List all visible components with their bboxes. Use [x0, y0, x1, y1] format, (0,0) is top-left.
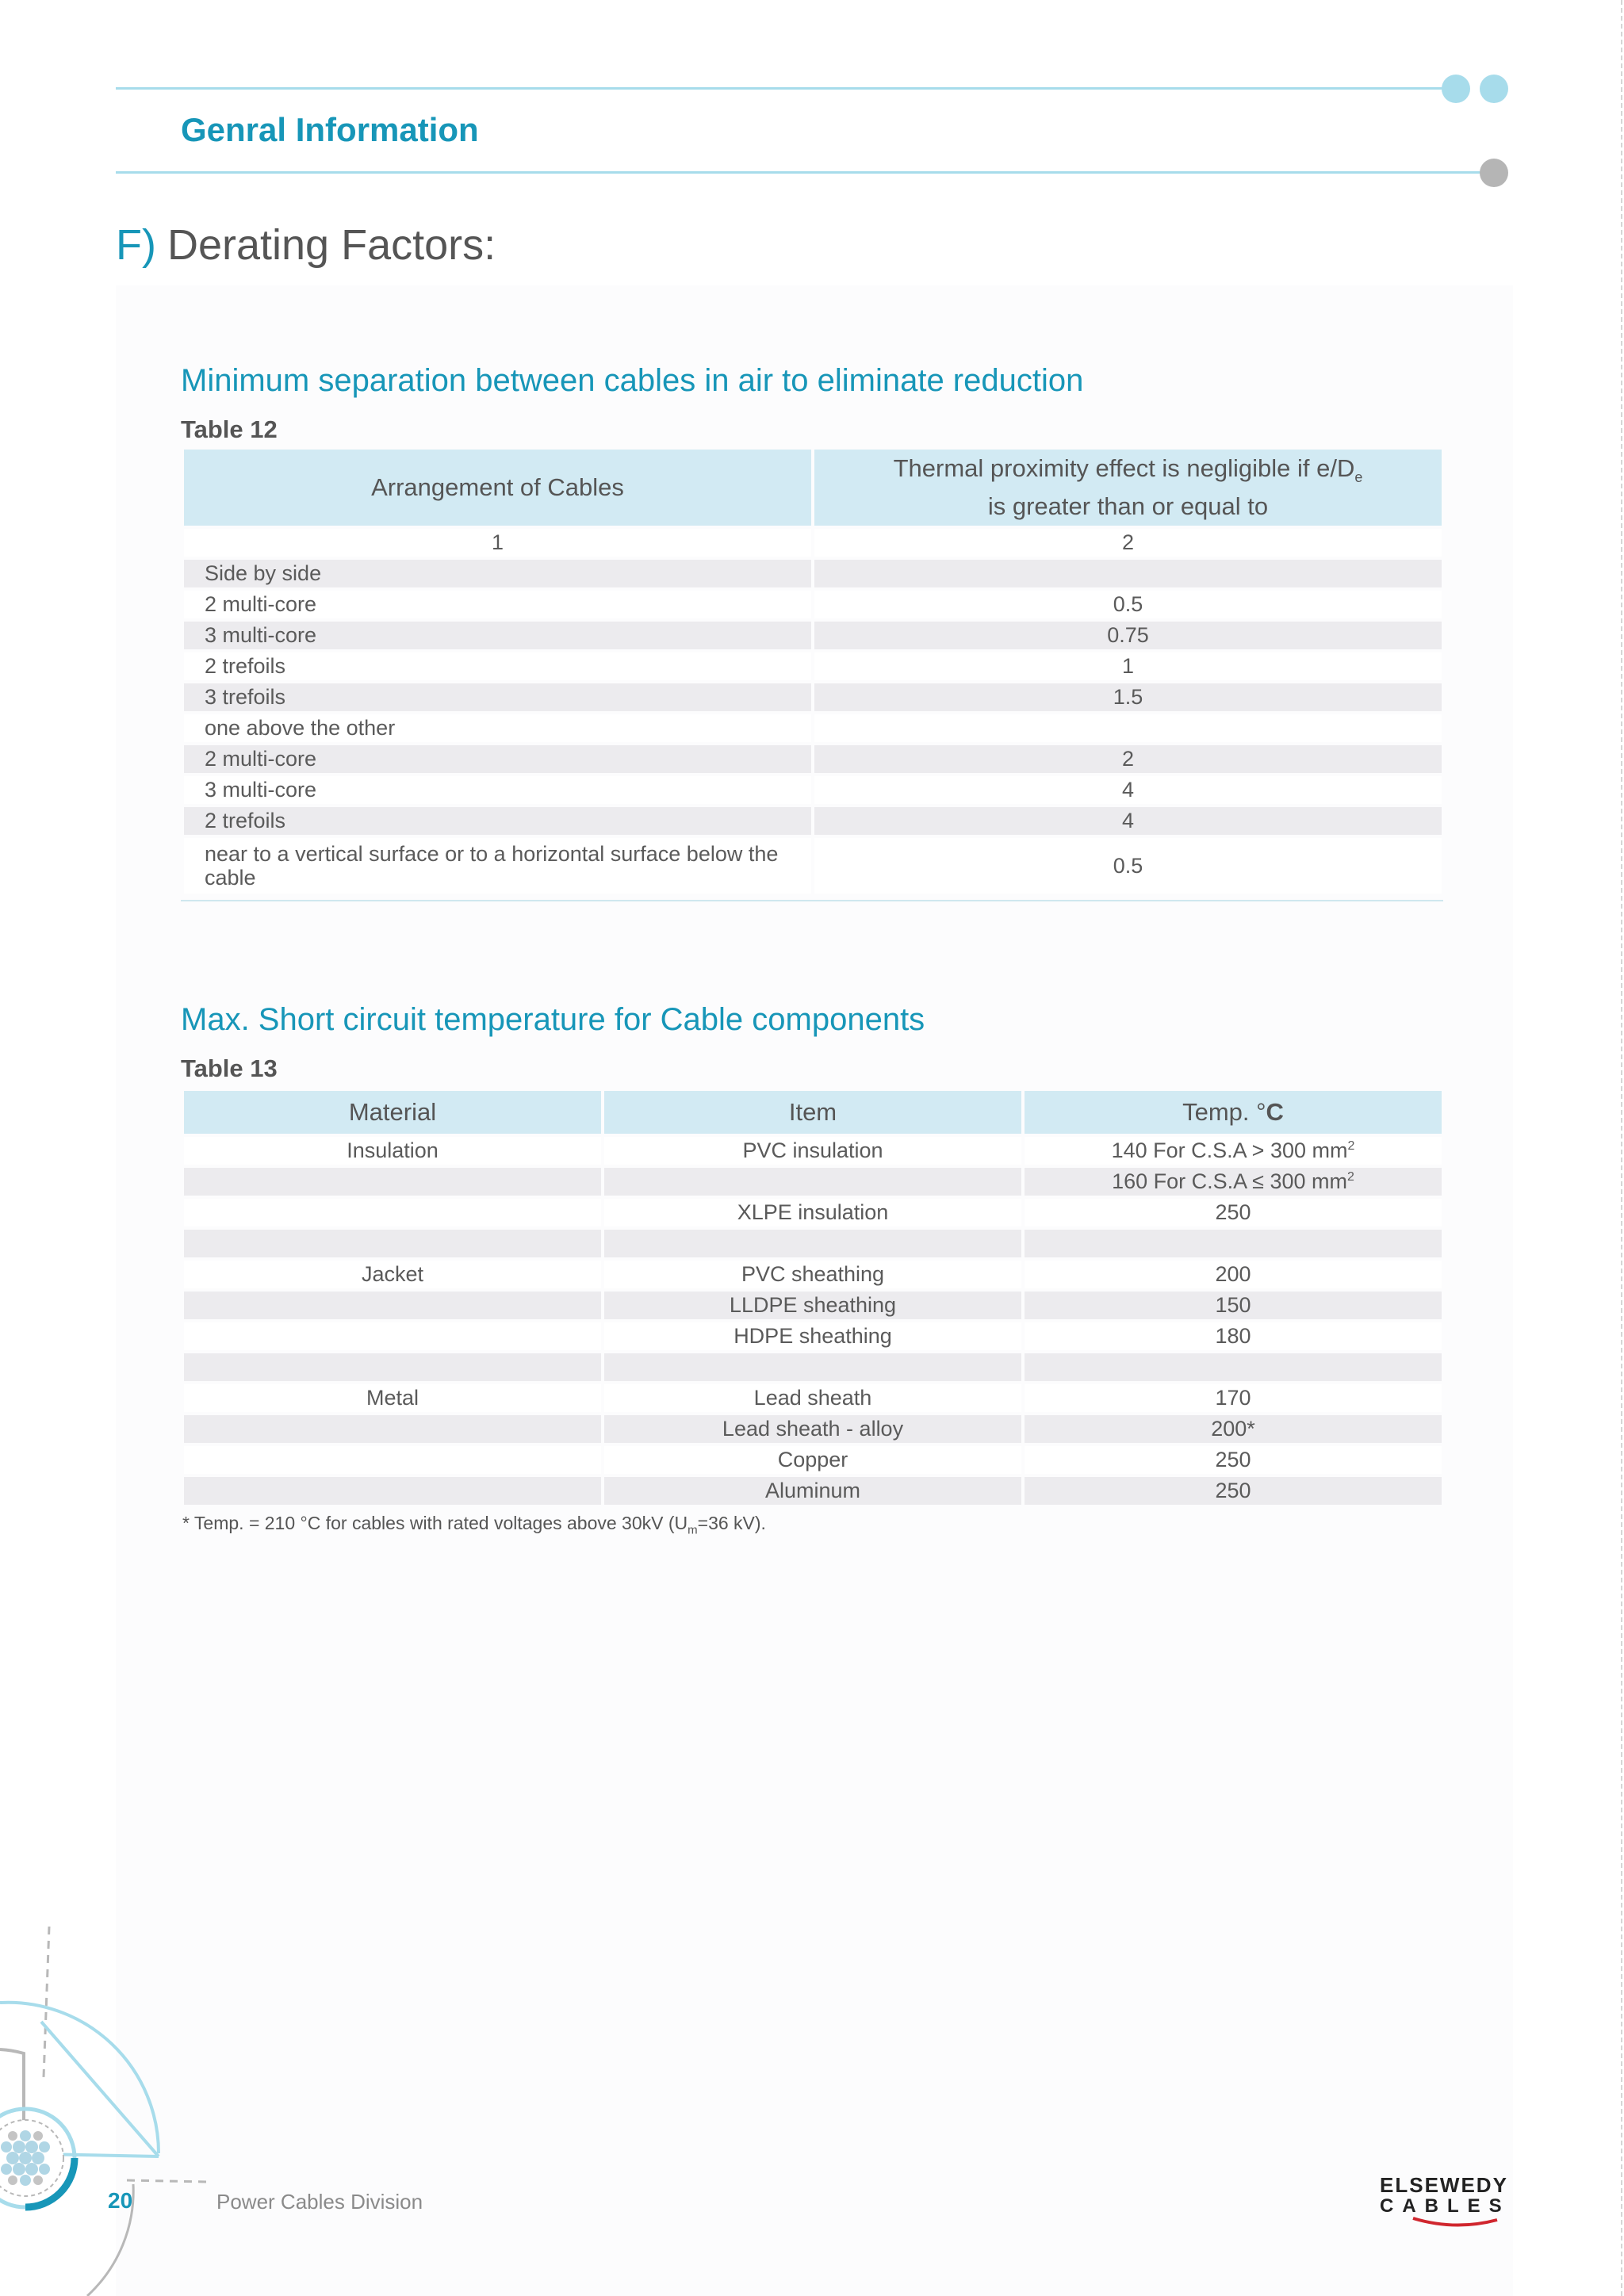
table13-cell-item: PVC insulation [604, 1137, 1021, 1165]
table12-col-proximity-line1: Thermal proximity effect is negligible if e/D [893, 454, 1355, 483]
table13-cell-temp: 180 [1025, 1322, 1442, 1350]
logo-swoosh-icon [1411, 2217, 1499, 2228]
elsewedy-cables-logo [1380, 2173, 1511, 2229]
table12-cell-value: 4 [814, 807, 1442, 835]
footnote-subscript: m [688, 1523, 698, 1537]
table-row [184, 1199, 1442, 1226]
table12-cell-value: 0.75 [814, 622, 1442, 649]
table13-cell-item: Aluminum [604, 1477, 1021, 1505]
table13-cell-temp-sup: 2 [1347, 1170, 1354, 1184]
table12-cell-arrangement: 3 multi-core [184, 622, 811, 649]
table13-cell-item [604, 1353, 1021, 1381]
table13-cell-temp: 150 [1025, 1292, 1442, 1319]
section-letter: F) [116, 221, 156, 269]
table13-cell-material [184, 1230, 601, 1257]
table13-cell-item: PVC sheathing [604, 1261, 1021, 1288]
logo-text-bottom: CABLES [1380, 2195, 1511, 2217]
table13-cell-item: XLPE insulation [604, 1199, 1021, 1226]
table-row [184, 683, 1442, 711]
table13-cell-material [184, 1292, 601, 1319]
table13-footnote [182, 1513, 766, 1537]
table12-cell-arrangement: 2 trefoils [184, 807, 811, 835]
table12-cell-value [814, 560, 1442, 587]
table12-col-proximity-line2: is greater than or equal to [987, 492, 1269, 520]
table13-cell-temp: 170 [1025, 1384, 1442, 1412]
table13-col-item: Item [604, 1091, 1021, 1134]
table13-cell-item [604, 1230, 1021, 1257]
table12-cell-arrangement: 1 [184, 529, 811, 557]
table12-heading: Minimum separation between cables in air to eliminate reduction [181, 363, 1084, 398]
table12-cell-arrangement: 2 trefoils [184, 652, 811, 680]
table12-cell-arrangement: Side by side [184, 560, 811, 587]
table12-cell-value: 4 [814, 776, 1442, 804]
table13-cell-material [184, 1353, 601, 1381]
table-row [184, 622, 1442, 649]
table13-cell-temp [1025, 1353, 1442, 1381]
table13-cell-temp-value: 160 For C.S.A ≤ 300 mm [1112, 1169, 1348, 1193]
table12-col-proximity-sub: e [1354, 469, 1363, 486]
header-dot-grey [1480, 159, 1508, 187]
table-row [184, 1137, 1442, 1165]
table-row [184, 745, 1442, 773]
table13-cell-item: Lead sheath [604, 1384, 1021, 1412]
table12-cell-arrangement: 3 trefoils [184, 683, 811, 711]
header-title: Genral Information [181, 111, 479, 148]
table13-cell-item [604, 1168, 1021, 1196]
division-name: Power Cables Division [216, 2190, 423, 2214]
table-row [184, 776, 1442, 804]
footnote-text-pre: * Temp. = 210 °C for cables with rated voltages above 30kV (U [182, 1513, 688, 1533]
table12-cell-arrangement: 3 multi-core [184, 776, 811, 804]
table13-cell-material [184, 1446, 601, 1474]
table12-cell-value: 0.5 [814, 591, 1442, 618]
table13-cell-temp: 200* [1025, 1415, 1442, 1443]
table13-col-temp-label: Temp. ° [1182, 1098, 1266, 1126]
table-row [184, 1230, 1442, 1257]
table-row [184, 591, 1442, 618]
table13-cell-temp [1025, 1230, 1442, 1257]
table12-col-proximity [814, 450, 1442, 526]
header-top-rule [116, 87, 1446, 90]
table13-cell-temp: 200 [1025, 1261, 1442, 1288]
table13-cell-temp-value: 140 For C.S.A > 300 mm [1111, 1138, 1348, 1162]
table-12 [181, 446, 1445, 897]
page-edge-border [1621, 0, 1622, 2296]
header-dot-2 [1480, 75, 1508, 103]
table-row [184, 807, 1442, 835]
table13-cell-material: Insulation [184, 1137, 601, 1165]
table13-col-temp-unit: C [1266, 1098, 1284, 1126]
header-dot-1 [1442, 75, 1470, 103]
table-row [184, 1292, 1442, 1319]
table-row [184, 714, 1442, 742]
table12-cell-value: 1 [814, 652, 1442, 680]
table-row [184, 652, 1442, 680]
table13-cell-temp: 250 [1025, 1477, 1442, 1505]
table12-cell-value: 0.5 [814, 838, 1442, 894]
table13-cell-item: Lead sheath - alloy [604, 1415, 1021, 1443]
table-row [184, 1261, 1442, 1288]
table13-col-material: Material [184, 1091, 601, 1134]
table13-cell-temp-sup: 2 [1347, 1139, 1355, 1153]
table12-cell-arrangement: 2 multi-core [184, 591, 811, 618]
table13-cell-material: Jacket [184, 1261, 601, 1288]
table13-cell-material [184, 1322, 601, 1350]
page-number: 20 [108, 2188, 133, 2213]
table12-cell-arrangement: near to a vertical surface or to a horizontal surface below the cable [184, 838, 811, 894]
table-13 [181, 1088, 1445, 1508]
table13-cell-material [184, 1477, 601, 1505]
table13-cell-material [184, 1199, 601, 1226]
table13-heading: Max. Short circuit temperature for Cable components [181, 1002, 925, 1037]
table-row [184, 1353, 1442, 1381]
table12-cell-arrangement: one above the other [184, 714, 811, 742]
cable-cross-section-graphic [0, 1927, 230, 2296]
header-bottom-rule [116, 171, 1486, 174]
table-row [184, 529, 1442, 557]
table13-cell-item: Copper [604, 1446, 1021, 1474]
table12-cell-value [814, 714, 1442, 742]
table12-cell-arrangement: 2 multi-core [184, 745, 811, 773]
table13-label: Table 13 [181, 1054, 278, 1082]
table13-cell-item: LLDPE sheathing [604, 1292, 1021, 1319]
table13-col-temp [1025, 1091, 1442, 1134]
section-heading [116, 220, 496, 270]
table12-col-arrangement: Arrangement of Cables [184, 450, 811, 526]
table-row [184, 838, 1442, 894]
logo-text-top: ELSEWEDY [1380, 2173, 1508, 2197]
table12-label: Table 12 [181, 415, 278, 443]
section-title: Derating Factors: [167, 221, 496, 269]
table12-cell-value: 1.5 [814, 683, 1442, 711]
table13-cell-temp [1025, 1168, 1442, 1196]
table13-cell-material [184, 1168, 601, 1196]
table12-cell-value: 2 [814, 529, 1442, 557]
table13-cell-material: Metal [184, 1384, 601, 1412]
table13-cell-material [184, 1415, 601, 1443]
table-row [184, 1384, 1442, 1412]
table12-cell-value: 2 [814, 745, 1442, 773]
table-row [184, 1446, 1442, 1474]
table-row [184, 1168, 1442, 1196]
table-row [184, 1415, 1442, 1443]
table12-bottom-rule [181, 900, 1443, 901]
table13-cell-item: HDPE sheathing [604, 1322, 1021, 1350]
table-row [184, 1322, 1442, 1350]
table-row [184, 1477, 1442, 1505]
table-row [184, 560, 1442, 587]
table13-cell-temp: 250 [1025, 1446, 1442, 1474]
table13-cell-temp: 250 [1025, 1199, 1442, 1226]
table13-cell-temp [1025, 1137, 1442, 1165]
footnote-text-post: =36 kV). [697, 1513, 766, 1533]
